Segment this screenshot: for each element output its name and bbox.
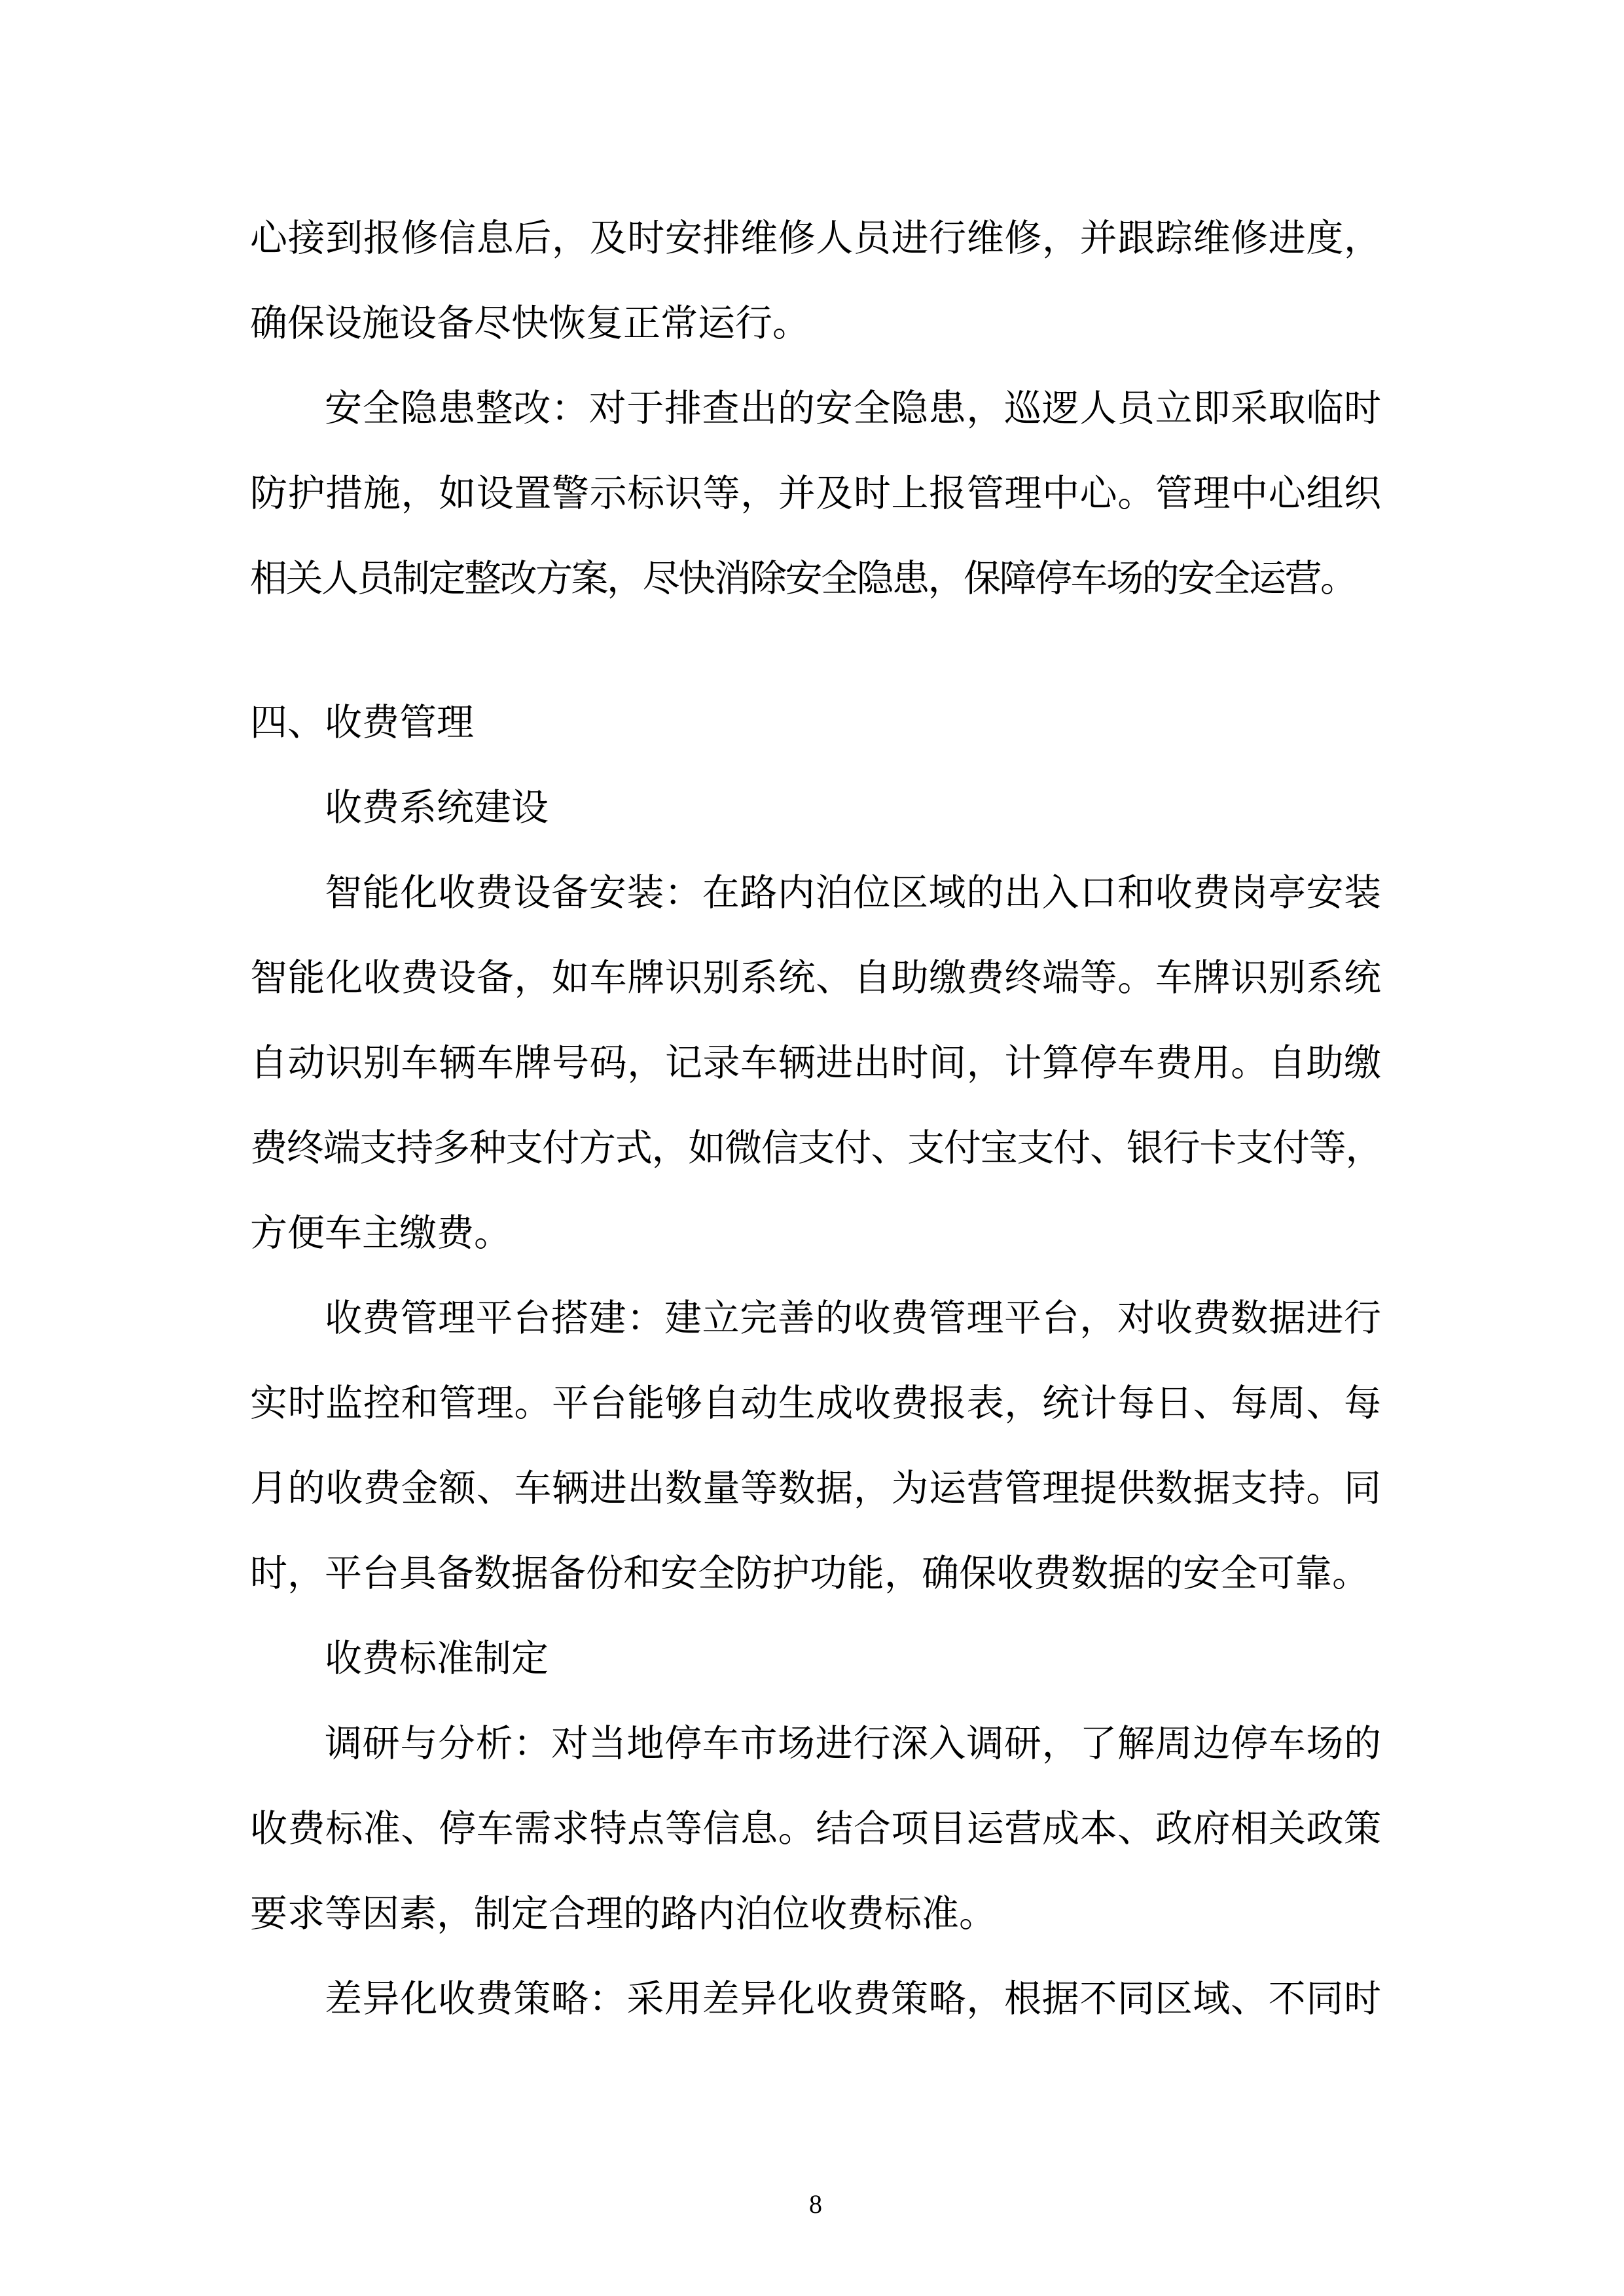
text-line: 防护措施，如设置警示标识等，并及时上报管理中心。管理中心组织 [250,473,1381,514]
sub-heading: 收费标准制定 [325,1638,549,1679]
text-line: 智能化收费设备，如车牌识别系统、自助缴费终端等。车牌识别系统 [250,958,1381,999]
text-line: 月的收费金额、车辆进出数量等数据，为运营管理提供数据支持。同 [250,1468,1381,1509]
text-line: 要求等因素，制定合理的路内泊位收费标准。 [250,1893,996,1935]
text-line: 实时监控和管理。平台能够自动生成收费报表，统计每日、每周、每 [250,1383,1381,1424]
text-line: 确保设施设备尽快恢复正常运行。 [250,303,810,344]
text-line: 差异化收费策略：采用差异化收费策略，根据不同区域、不同时 [325,1979,1381,2020]
text-line: 安全隐患整改：对于排查出的安全隐患，巡逻人员立即采取临时 [325,388,1381,429]
text-line: 收费管理平台搭建：建立完善的收费管理平台，对收费数据进行 [325,1298,1381,1339]
page-number: 8 [809,2189,822,2219]
text-line: 智能化收费设备安装：在路内泊位区域的出入口和收费岗亭安装 [325,872,1381,914]
sub-heading: 收费系统建设 [325,787,549,829]
section-heading: 四、收费管理 [250,702,474,744]
text-line: 方便车主缴费。 [250,1213,511,1254]
text-line: 相关人员制定整改方案，尽快消除安全隐患，保障停车场的安全运营。 [250,558,1356,600]
text-line: 时，平台具备数据备份和安全防护功能，确保收费数据的安全可靠。 [250,1553,1369,1594]
text-line: 收费标准、停车需求特点等信息。结合项目运营成本、政府相关政策 [250,1808,1381,1850]
text-block [250,196,1381,2042]
text-line: 自动识别车辆车牌号码，记录车辆进出时间，计算停车费用。自助缴 [250,1043,1381,1084]
blank-line [250,622,1381,681]
text-line: 心接到报修信息后，及时安排维修人员进行维修，并跟踪维修进度， [250,218,1381,259]
text-line: 费终端支持多种支付方式，如微信支付、支付宝支付、银行卡支付等， [250,1128,1381,1169]
text-line: 调研与分析：对当地停车市场进行深入调研，了解周边停车场的 [325,1723,1381,1765]
